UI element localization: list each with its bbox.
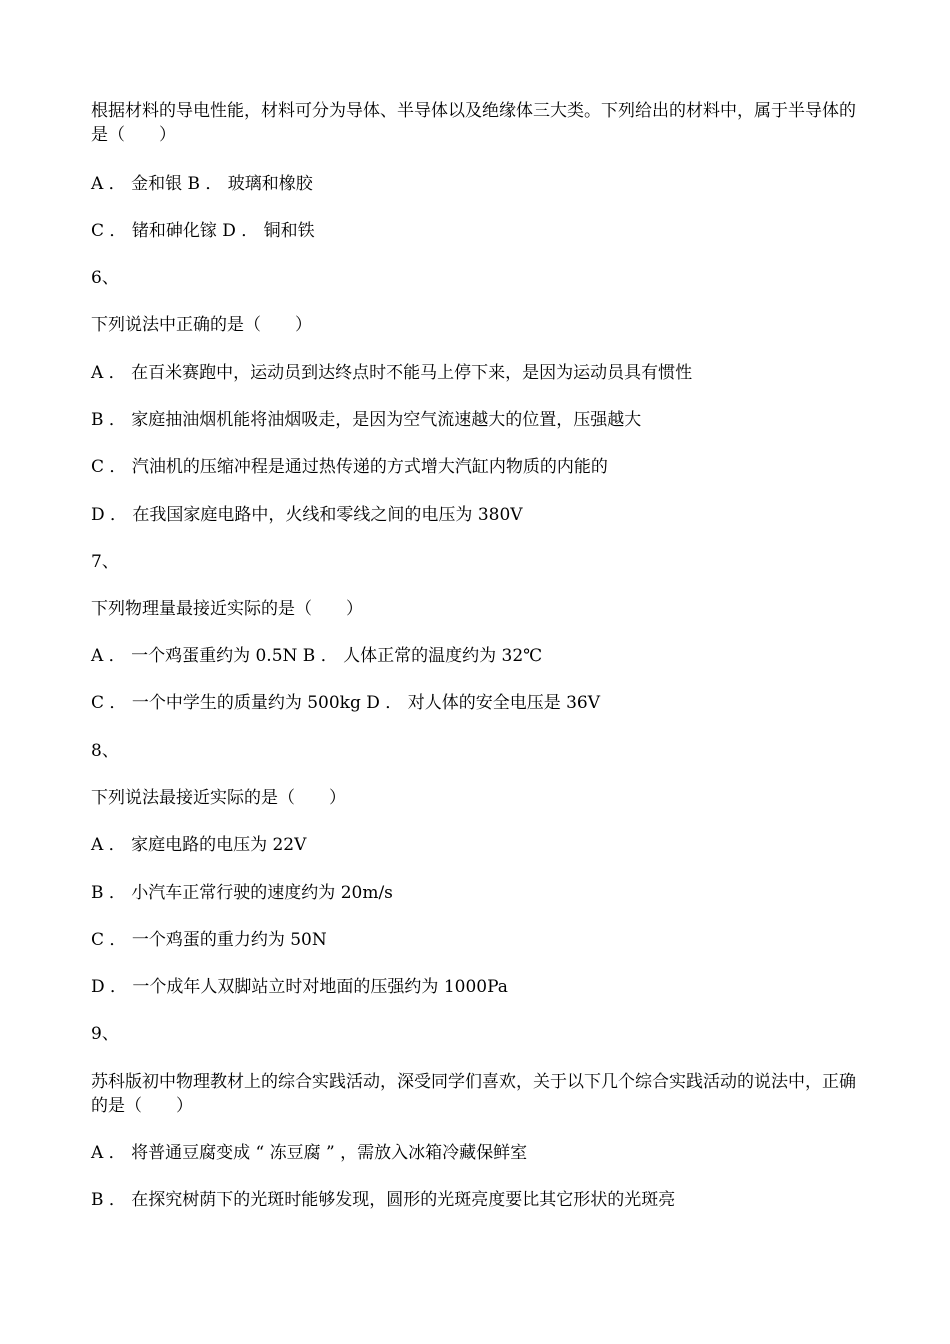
q9-option-a: A ． 将普通豆腐变成 “ 冻豆腐 ” ，需放入冰箱冷藏保鲜室	[91, 1143, 528, 1163]
q6-option-b: B ． 家庭抽油烟机能将油烟吸走，是因为空气流速越大的位置，压强越大	[91, 410, 642, 430]
q9-number: 9、	[91, 1024, 119, 1044]
q9-stem: 苏科版初中物理教材上的综合实践活动，深受同学们喜欢，关于以下几个综合实践活动的说法中，正确的是（ ）	[91, 1072, 856, 1116]
q6-stem: 下列说法中正确的是（ ）	[91, 315, 312, 335]
q8-option-b: B ． 小汽车正常行驶的速度约为 20m/s	[91, 883, 393, 903]
q6-option-a: A ． 在百米赛跑中，运动员到达终点时不能马上停下来，是因为运动员具有惯性	[91, 363, 693, 383]
q8-stem: 下列说法最接近实际的是（ ）	[91, 788, 346, 808]
q8-number: 8、	[91, 741, 119, 761]
q7-stem: 下列物理量最接近实际的是（ ）	[91, 599, 363, 619]
q6-option-c: C ． 汽油机的压缩冲程是通过热传递的方式增大汽缸内物质的内能的	[91, 457, 608, 477]
q8-option-c: C ． 一个鸡蛋的重力约为 50N	[91, 930, 327, 950]
q8-option-d: D ． 一个成年人双脚站立时对地面的压强约为 1000Pa	[91, 977, 508, 997]
q6-option-d: D ． 在我国家庭电路中，火线和零线之间的电压为 380V	[91, 505, 523, 525]
q7-options-row-1: A ． 一个鸡蛋重约为 0.5N B ． 人体正常的温度约为 32℃	[91, 646, 543, 666]
q5-stem: 根据材料的导电性能，材料可分为导体、半导体以及绝缘体三大类。下列给出的材料中，属于半导体的是（ ）	[91, 101, 856, 145]
q5-options-row-1: A ． 金和银 B ． 玻璃和橡胶	[91, 174, 313, 194]
q6-number: 6、	[91, 268, 119, 288]
q8-option-a: A ． 家庭电路的电压为 22V	[91, 835, 307, 855]
q7-options-row-2: C ． 一个中学生的质量约为 500kg D ． 对人体的安全电压是 36V	[91, 693, 601, 713]
q7-number: 7、	[91, 552, 119, 572]
q9-option-b: B ． 在探究树荫下的光斑时能够发现，圆形的光斑亮度要比其它形状的光斑亮	[91, 1190, 676, 1210]
q5-options-row-2: C ． 锗和砷化镓 D ． 铜和铁	[91, 221, 315, 241]
